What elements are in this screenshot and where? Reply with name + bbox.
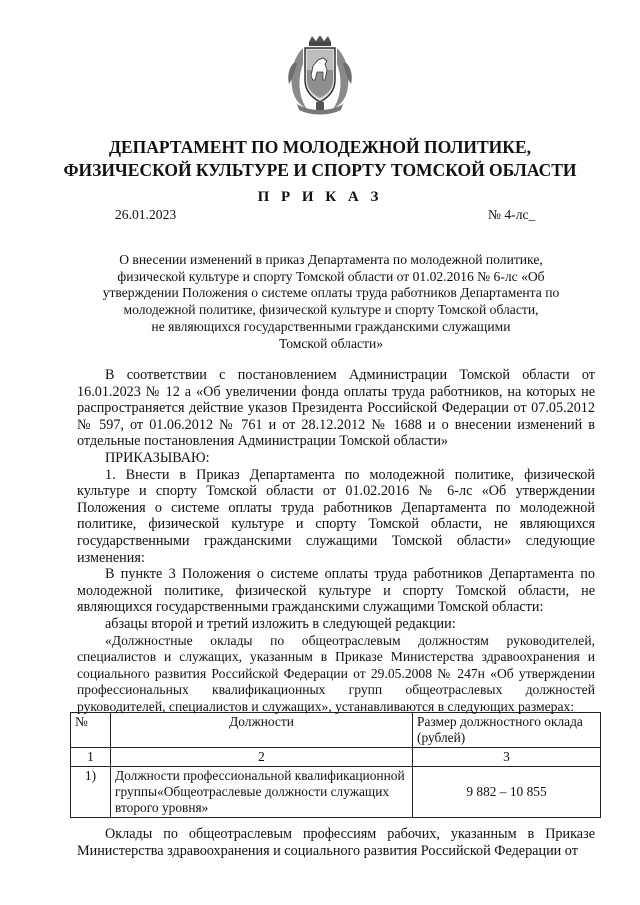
subject-line: Томской области» [278,335,384,351]
order-number: № 4-лс_ [488,207,536,222]
table-numbering-cell: 3 [413,748,601,767]
order-date: 26.01.2023 [115,207,177,222]
point-3-paragraph: В пункте 3 Положения о системе оплаты труда работников Департамента по молодежной политике, физической культуре и спорту Томской области, не являющихся государственными гражданскими служащими Томской области: [77,566,595,616]
subject-line: О внесении изменений в приказ Департамента по молодежной политике, [119,252,543,267]
document-body [77,367,595,715]
table-header-cell: № [71,713,111,748]
table-header-cell: Размер должностного оклада (рублей) [413,713,601,748]
subject-line: физической культуре и спорту Томской области от 01.02.2016 № 6-лс «Об [117,268,545,284]
order-subject [86,252,576,352]
table-numbering-row [71,748,601,767]
table-cell-number: 1) [71,767,111,818]
table-cell-position: Должности профессиональной квалификационной группы«Общеотраслевые должности служащих второго уровня» [111,767,413,818]
table-header-cell: Должности [111,713,413,748]
order-word: ПРИКАЗЫВАЮ: [105,449,210,466]
department-title-line1: ДЕПАРТАМЕНТ ПО МОЛОДЕЖНОЙ ПОЛИТИКЕ, [108,137,532,157]
table-row [71,767,601,818]
table-header-row [71,713,601,748]
table-numbering-cell: 1 [71,748,111,767]
department-title-line2: ФИЗИЧЕСКОЙ КУЛЬТУРЕ И СПОРТУ ТОМСКОЙ ОБЛАСТИ [63,160,577,180]
item-1-paragraph: 1. Внести в Приказ Департамента по молодежной политике, физической культуре и спорту Томской области от 01.02.2016 № 6-лс «Об утверждении Положения о системе оплаты труда работников Департамента по молодежной политике, физической культуре и спорту Томской области, не являющихся государственными гражданскими служащими Томской области» следующие изменения: [77,466,595,566]
instruction-paragraph: абзацы второй и третий изложить в следующей редакции: [105,615,456,632]
preamble-paragraph: В соответствии с постановлением Администрации Томской области от 16.01.2023 № 12 а «Об увеличении фонда оплаты труда работников, на которых не распространяется действие указов Президента Российской Федерации от 07.05.2012 № 597, от 01.06.2012 № 761 и от 28.12.2012 № 1688 и о внесении изменений в отдельные постановления Администрации Томской области» [77,367,595,450]
table-cell-salary: 9 882 – 10 855 [413,767,601,818]
document-type-title: П Р И К А З [257,189,383,205]
salary-table [70,712,601,818]
quoted-paragraph: «Должностные оклады по общеотраслевым должностям руководителей, специалистов и служащих, указанным в Приказе Министерства здравоохранения и социального развития Российской Федерации от 29.05.2008 № 247н «Об утверждении профессиональных квалификационных групп общеотраслевых должностей руководителей, специалистов и служащих», устанавливаются в следующих размерах: [77,632,595,714]
subject-line: не являющихся государственными гражданскими служащими [151,318,511,334]
subject-line: утверждении Положения о системе оплаты труда работников Департамента по [102,285,560,301]
subject-line: молодежной политике, физической культуре и спорту Томской области, [123,302,539,318]
tail-paragraph: Оклады по общеотраслевым профессиям рабочих, указанным в Приказе Министерства здравоохранения и социального развития Российской Федерации от [77,826,595,859]
table-numbering-cell: 2 [111,748,413,767]
tomsk-region-coat-of-arms-icon [285,36,355,116]
department-title [40,136,600,182]
